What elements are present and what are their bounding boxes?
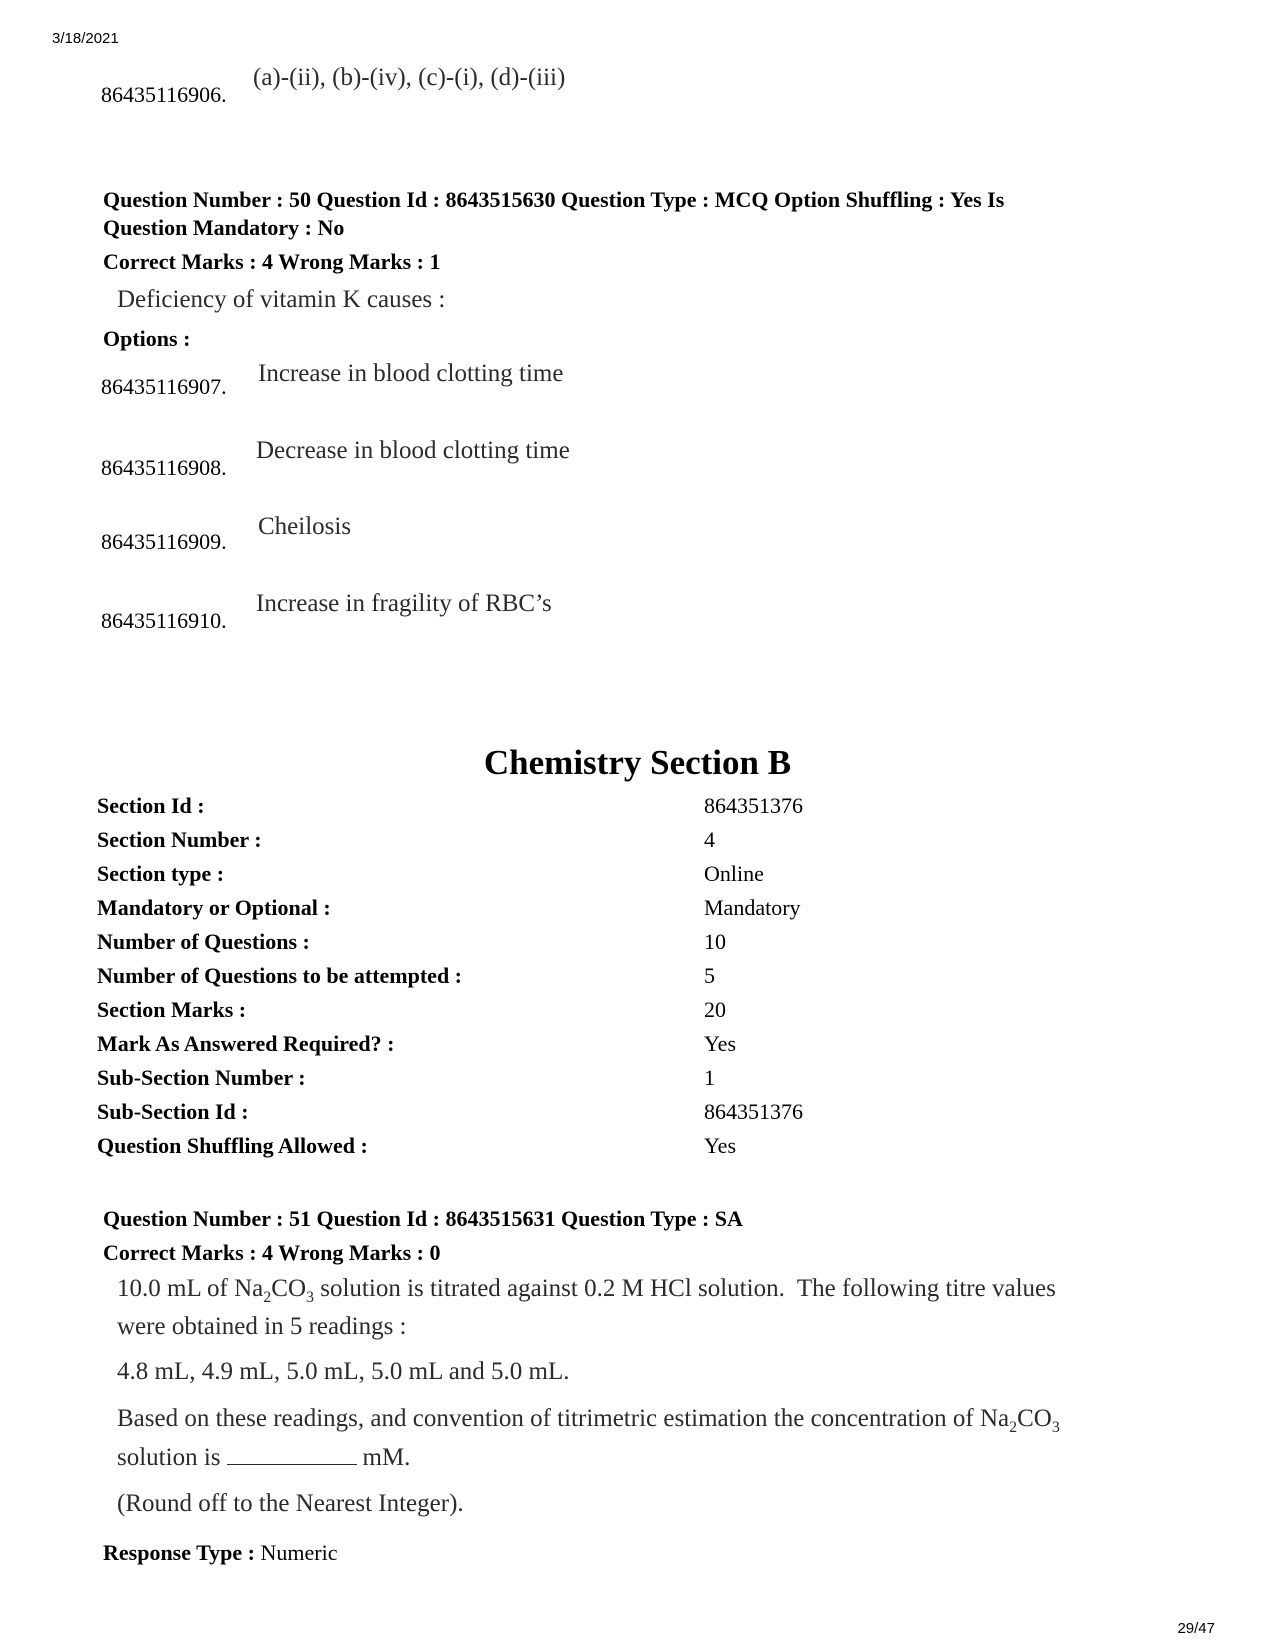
question-text: Deficiency of vitamin K causes : (117, 286, 446, 313)
option-text: Increase in blood clotting time (258, 360, 564, 387)
section-field-value: 864351376 (704, 793, 803, 818)
section-field-label: Section Marks : (97, 997, 247, 1022)
section-field-value: Online (704, 861, 764, 886)
section-field-value: Yes (704, 1133, 737, 1158)
section-field-value: Mandatory (704, 895, 801, 920)
option-text: Increase in fragility of RBC’s (256, 590, 552, 617)
print-date: 3/18/2021 (52, 30, 119, 47)
options-label: Options : (103, 326, 191, 351)
question-note: (Round off to the Nearest Integer). (117, 1490, 464, 1517)
section-field-label: Mark As Answered Required? : (97, 1031, 395, 1056)
answer-blank (227, 1446, 357, 1465)
section-field-value: Yes (704, 1031, 737, 1056)
section-field-value: 10 (704, 929, 726, 954)
section-title: Chemistry Section B (483, 743, 792, 782)
section-field-value: 864351376 (704, 1099, 803, 1124)
option-text: Cheilosis (258, 513, 352, 540)
section-field-label: Mandatory or Optional : (97, 895, 331, 920)
page-number: 29/47 (1177, 1620, 1215, 1637)
question-header-line2: Question Mandatory : No (103, 215, 345, 240)
section-field-label: Sub-Section Number : (97, 1065, 306, 1090)
question-blank-line: solution is mM. (117, 1444, 411, 1471)
option-number: 86435116909. (101, 529, 227, 554)
section-field-value: 4 (704, 827, 715, 852)
section-field-label: Sub-Section Id : (97, 1099, 249, 1124)
question-header-line1: Question Number : 50 Question Id : 8643515630 Question Type : MCQ Option Shuffling : Yes Is (103, 187, 1005, 212)
option-text: (a)-(ii), (b)-(iv), (c)-(i), (d)-(iii) (253, 64, 566, 91)
section-field-label: Number of Questions to be attempted : (97, 963, 463, 988)
question-paragraph-line: were obtained in 5 readings : (117, 1313, 407, 1340)
section-field-value: 20 (704, 997, 726, 1022)
section-field-value: 1 (704, 1065, 715, 1090)
section-field-label: Question Shuffling Allowed : (97, 1133, 368, 1158)
section-field-label: Section Number : (97, 827, 262, 852)
section-field-label: Number of Questions : (97, 929, 310, 954)
option-number: 86435116910. (101, 608, 227, 633)
question-marks: Correct Marks : 4 Wrong Marks : 0 (103, 1240, 441, 1265)
option-number: 86435116908. (101, 455, 227, 480)
option-number: 86435116906. (101, 82, 227, 107)
option-number: 86435116907. (101, 374, 227, 399)
option-text: Decrease in blood clotting time (256, 437, 570, 464)
question-paragraph: 10.0 mL of $Na_2CO_3$ solution is titrated against 0.2 M HCl solution. The following titre values (117, 1275, 1056, 1306)
response-type: Response Type : Numeric (103, 1540, 338, 1565)
question-header: Question Number : 51 Question Id : 8643515631 Question Type : SA (103, 1206, 743, 1231)
question-paragraph: Based on these readings, and convention of titrimetric estimation the concentration of $Na_2CO_3$ (117, 1405, 1060, 1436)
question-marks: Correct Marks : 4 Wrong Marks : 1 (103, 249, 441, 274)
section-field-value: 5 (704, 963, 715, 988)
question-readings: 4.8 mL, 4.9 mL, 5.0 mL, 5.0 mL and 5.0 mL. (117, 1358, 570, 1385)
section-field-label: Section Id : (97, 793, 205, 818)
section-field-label: Section type : (97, 861, 225, 886)
question-header (103, 186, 1163, 242)
